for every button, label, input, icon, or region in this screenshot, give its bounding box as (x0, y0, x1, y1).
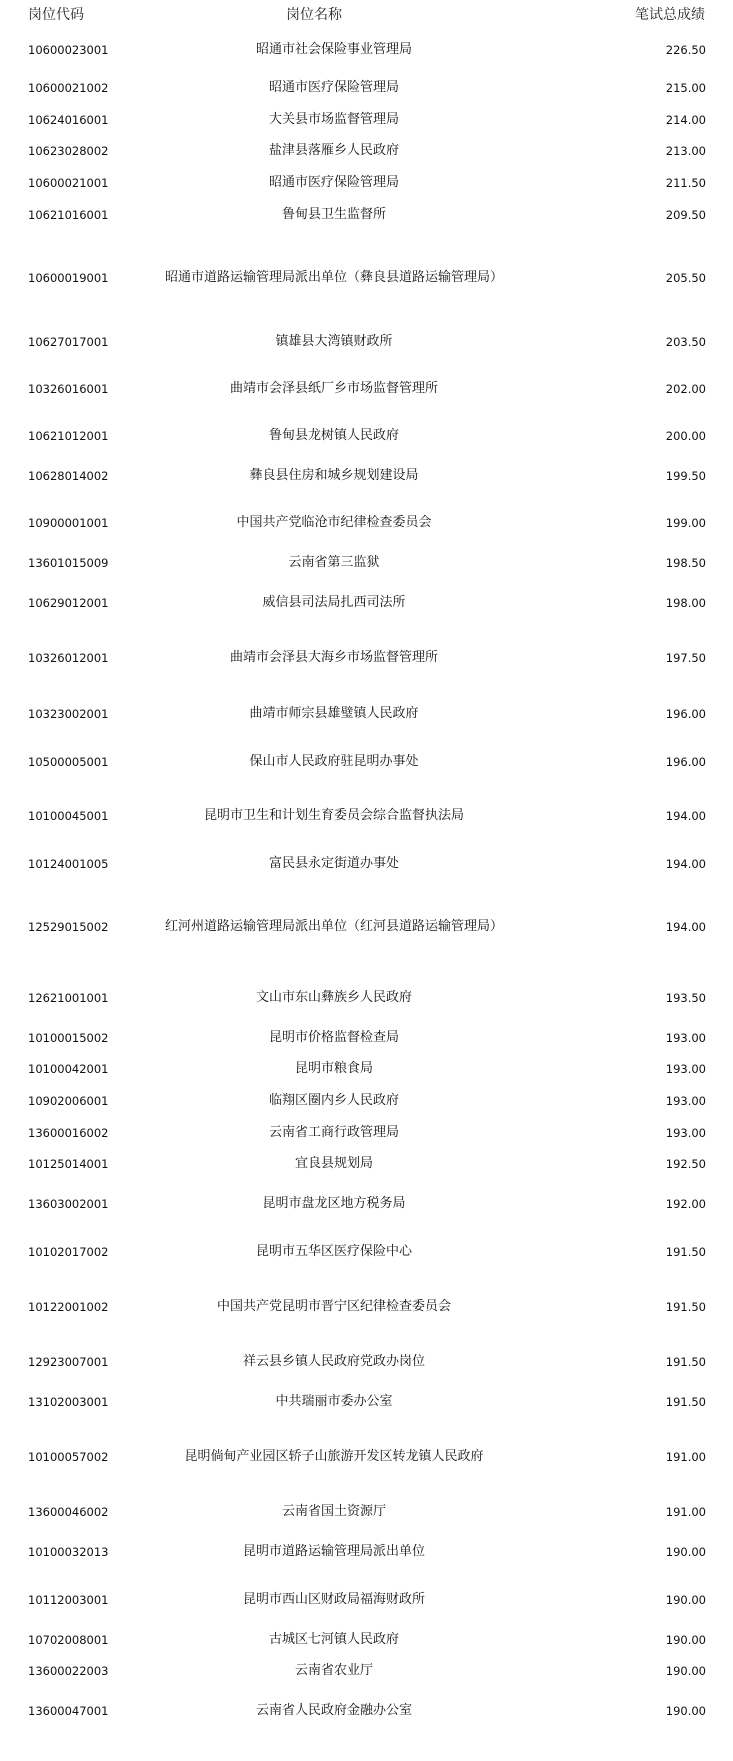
row-code: 10627017001 (28, 335, 109, 349)
table-row (0, 1591, 733, 1609)
row-score: 205.50 (665, 271, 706, 285)
row-code: 13600022003 (28, 1664, 109, 1678)
row-score: 194.00 (665, 809, 706, 823)
table-row (0, 705, 733, 723)
row-score: 198.00 (665, 596, 706, 610)
row-code: 10621016001 (28, 208, 109, 222)
table-row (0, 1195, 733, 1213)
row-name: 宜良县规划局 (294, 1156, 373, 1171)
table-row (0, 855, 733, 873)
row-name: 昭通市医疗保险管理局 (268, 175, 399, 190)
row-name: 昆明倘甸产业园区轿子山旅游开发区转龙镇人民政府 (184, 1449, 484, 1464)
row-name: 大关县市场监督管理局 (268, 112, 399, 127)
table-row (0, 1448, 733, 1466)
row-code: 13600046002 (28, 1505, 109, 1519)
table-row (0, 380, 733, 398)
row-code: 10500005001 (28, 755, 109, 769)
table-row (0, 333, 733, 351)
row-name: 保山市人民政府驻昆明办事处 (249, 754, 419, 769)
row-score: 196.00 (665, 707, 706, 721)
row-name: 昆明市五华区医疗保险中心 (255, 1244, 412, 1259)
row-score: 196.00 (665, 755, 706, 769)
row-score: 193.00 (665, 1031, 706, 1045)
row-name: 昆明市价格监督检查局 (268, 1030, 399, 1045)
row-score: 190.00 (665, 1545, 706, 1559)
header-code: 岗位代码 (28, 7, 84, 23)
row-code: 10902006001 (28, 1094, 109, 1108)
row-name: 昭通市道路运输管理局派出单位（彝良县道路运输管理局） (164, 270, 503, 285)
row-name: 威信县司法局扎西司法所 (262, 595, 406, 610)
row-name: 鲁甸县卫生监督所 (281, 207, 386, 222)
table-row (0, 1393, 733, 1411)
row-score: 190.00 (665, 1633, 706, 1647)
table-row (0, 918, 733, 936)
row-score: 191.00 (665, 1450, 706, 1464)
row-code: 13600016002 (28, 1126, 109, 1140)
row-name: 云南省农业厅 (294, 1663, 373, 1678)
table-row (0, 554, 733, 572)
row-code: 10624016001 (28, 113, 109, 127)
row-name: 曲靖市师宗县雄璧镇人民政府 (249, 706, 419, 721)
row-score: 199.00 (665, 516, 706, 530)
table-row (0, 1631, 733, 1649)
row-score: 193.00 (665, 1062, 706, 1076)
row-score: 190.00 (665, 1704, 706, 1718)
row-score: 190.00 (665, 1664, 706, 1678)
row-name: 中国共产党昆明市晋宁区纪律检查委员会 (216, 1299, 451, 1314)
row-score: 191.50 (665, 1355, 706, 1369)
row-code: 12529015002 (28, 920, 109, 934)
row-score: 193.50 (665, 991, 706, 1005)
table-row (0, 649, 733, 667)
row-code: 12621001001 (28, 991, 109, 1005)
row-code: 10629012001 (28, 596, 109, 610)
row-code: 10122001002 (28, 1300, 109, 1314)
table-row (0, 1029, 733, 1047)
row-name: 临翔区圈内乡人民政府 (268, 1093, 399, 1108)
table-row (0, 1243, 733, 1261)
table-row (0, 753, 733, 771)
table-row (0, 427, 733, 445)
row-score: 191.50 (665, 1300, 706, 1314)
row-name: 昆明市西山区财政局福海财政所 (242, 1592, 425, 1607)
row-name: 云南省第三监狱 (288, 555, 380, 570)
row-code: 10600021001 (28, 176, 109, 190)
row-code: 10621012001 (28, 429, 109, 443)
row-code: 10100057002 (28, 1450, 109, 1464)
table-row (0, 269, 733, 287)
table-row (0, 1662, 733, 1680)
row-name: 昭通市医疗保险管理局 (268, 80, 399, 95)
table-row (0, 467, 733, 485)
row-code: 10102017002 (28, 1245, 109, 1259)
row-code: 13102003001 (28, 1395, 109, 1409)
row-name: 彝良县住房和城乡规划建设局 (249, 468, 419, 483)
row-score: 193.00 (665, 1126, 706, 1140)
row-code: 10702008001 (28, 1633, 109, 1647)
row-score: 209.50 (665, 208, 706, 222)
row-code: 10100042001 (28, 1062, 109, 1076)
row-code: 10600021002 (28, 81, 109, 95)
table-row (0, 594, 733, 612)
row-code: 10112003001 (28, 1593, 109, 1607)
row-score: 200.00 (665, 429, 706, 443)
row-name: 文山市东山彝族乡人民政府 (255, 990, 412, 1005)
row-code: 10600023001 (28, 43, 109, 57)
row-score: 193.00 (665, 1094, 706, 1108)
row-code: 10124001005 (28, 857, 109, 871)
table-row (0, 174, 733, 192)
row-score: 202.00 (665, 382, 706, 396)
row-code: 10623028002 (28, 144, 109, 158)
row-name: 云南省国土资源厅 (281, 1504, 386, 1519)
row-score: 197.50 (665, 651, 706, 665)
row-code: 10900001001 (28, 516, 109, 530)
row-name: 云南省人民政府金融办公室 (255, 1703, 412, 1718)
table-row (0, 111, 733, 129)
row-code: 10600019001 (28, 271, 109, 285)
row-code: 13600047001 (28, 1704, 109, 1718)
table-row (0, 1543, 733, 1561)
row-score: 211.50 (665, 176, 706, 190)
row-name: 镇雄县大湾镇财政所 (275, 334, 393, 349)
row-name: 中国共产党临沧市纪律检查委员会 (236, 515, 432, 530)
row-score: 191.50 (665, 1395, 706, 1409)
row-name: 昆明市道路运输管理局派出单位 (242, 1544, 425, 1559)
row-name: 曲靖市会泽县纸厂乡市场监督管理所 (229, 381, 438, 396)
row-name: 昆明市盘龙区地方税务局 (262, 1196, 406, 1211)
table-row (0, 1092, 733, 1110)
table-row (0, 1155, 733, 1173)
row-code: 10100032013 (28, 1545, 109, 1559)
table-row (0, 807, 733, 825)
row-score: 214.00 (665, 113, 706, 127)
row-name: 昭通市社会保险事业管理局 (255, 42, 412, 57)
row-code: 10628014002 (28, 469, 109, 483)
row-name: 古城区七河镇人民政府 (268, 1632, 399, 1647)
row-code: 10100045001 (28, 809, 109, 823)
table-row (0, 79, 733, 97)
row-code: 13603002001 (28, 1197, 109, 1211)
row-name: 昆明市卫生和计划生育委员会综合监督执法局 (203, 808, 464, 823)
row-score: 203.50 (665, 335, 706, 349)
row-name: 富民县永定街道办事处 (268, 856, 399, 871)
row-score: 192.00 (665, 1197, 706, 1211)
row-code: 10100015002 (28, 1031, 109, 1045)
row-score: 191.50 (665, 1245, 706, 1259)
table-row (0, 41, 733, 59)
row-name: 云南省工商行政管理局 (268, 1125, 399, 1140)
row-name: 鲁甸县龙树镇人民政府 (268, 428, 399, 443)
row-name: 红河州道路运输管理局派出单位（红河县道路运输管理局） (164, 919, 503, 934)
row-code: 10323002001 (28, 707, 109, 721)
row-name: 中共瑞丽市委办公室 (275, 1394, 393, 1409)
row-score: 194.00 (665, 920, 706, 934)
row-score: 194.00 (665, 857, 706, 871)
header-name: 岗位名称 (286, 7, 342, 23)
table-row (0, 1503, 733, 1521)
row-code: 10326012001 (28, 651, 109, 665)
row-score: 198.50 (665, 556, 706, 570)
row-score: 199.50 (665, 469, 706, 483)
header-score: 笔试总成绩 (635, 7, 705, 23)
row-name: 盐津县落雁乡人民政府 (268, 143, 399, 158)
row-code: 13601015009 (28, 556, 109, 570)
row-code: 10125014001 (28, 1157, 109, 1171)
row-score: 215.00 (665, 81, 706, 95)
row-name: 曲靖市会泽县大海乡市场监督管理所 (229, 650, 438, 665)
row-code: 10326016001 (28, 382, 109, 396)
table-row (0, 514, 733, 532)
row-name: 祥云县乡镇人民政府党政办岗位 (242, 1354, 425, 1369)
table-row (0, 206, 733, 224)
row-name: 昆明市粮食局 (294, 1061, 373, 1076)
table-row (0, 1124, 733, 1142)
table-row (0, 1060, 733, 1078)
table-row (0, 989, 733, 1007)
row-score: 190.00 (665, 1593, 706, 1607)
table-row (0, 1298, 733, 1316)
row-score: 191.00 (665, 1505, 706, 1519)
table-row (0, 1353, 733, 1371)
row-score: 213.00 (665, 144, 706, 158)
row-score: 226.50 (665, 43, 706, 57)
row-code: 12923007001 (28, 1355, 109, 1369)
table-row (0, 1702, 733, 1720)
table-row (0, 142, 733, 160)
row-score: 192.50 (665, 1157, 706, 1171)
